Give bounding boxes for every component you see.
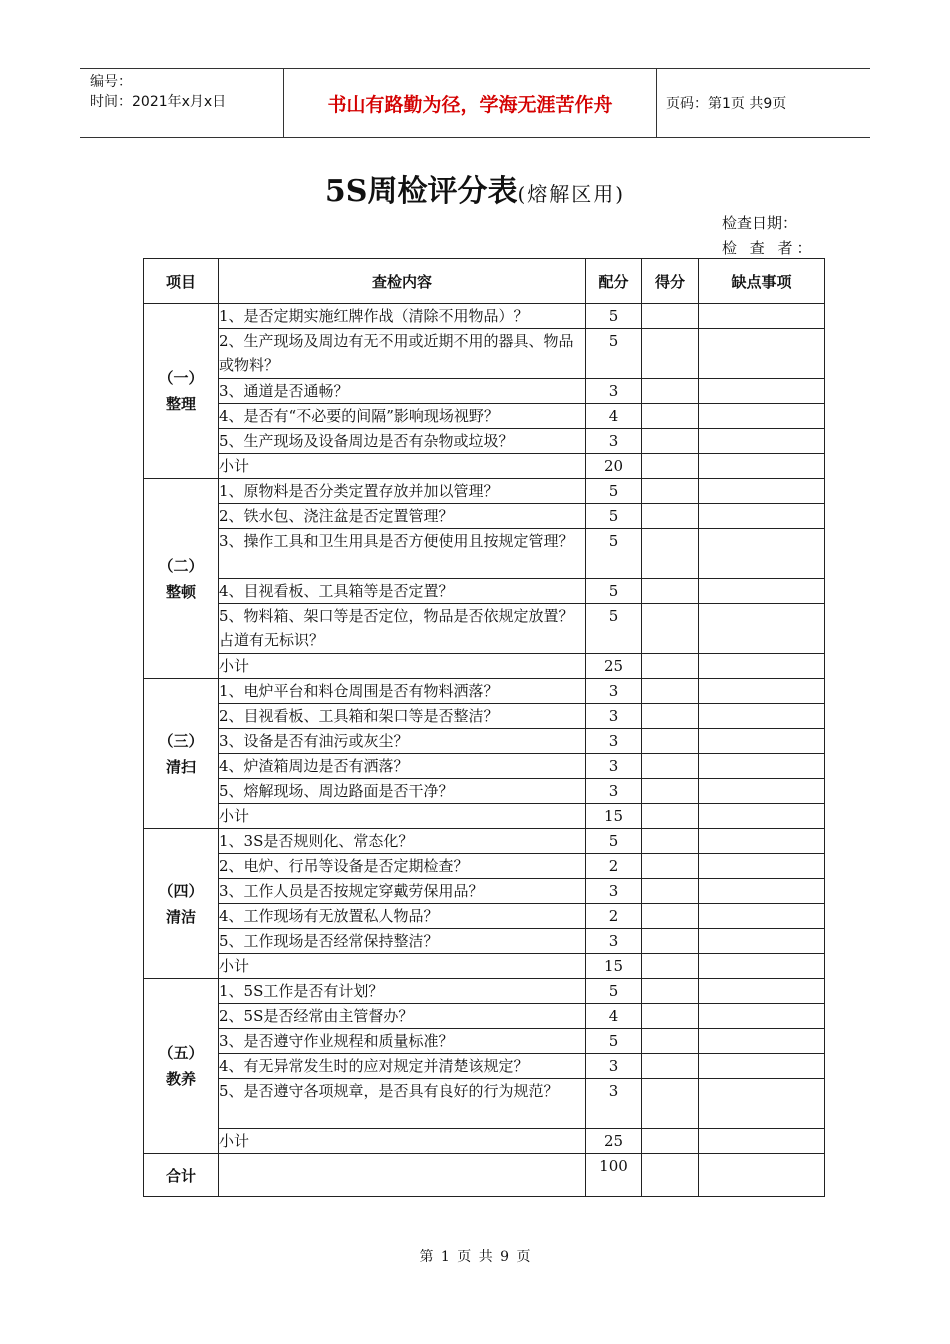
inspector-label: 检 查 者：	[722, 239, 816, 257]
defects-cell[interactable]	[699, 704, 825, 729]
table-row	[144, 979, 825, 1004]
section-label	[144, 679, 219, 829]
subtotal-defects-cell[interactable]	[699, 654, 825, 679]
section-label	[144, 479, 219, 679]
title-main: 5S周检评分表	[324, 174, 518, 209]
defects-cell[interactable]	[699, 679, 825, 704]
points-cell: 5	[586, 329, 642, 379]
table-row	[144, 304, 825, 329]
points-cell: 2	[586, 904, 642, 929]
table-row	[144, 604, 825, 654]
points-cell: 5	[586, 829, 642, 854]
defects-cell[interactable]	[699, 979, 825, 1004]
page-footer: 第 1 页 共 9 页	[419, 1249, 531, 1265]
defects-cell[interactable]	[699, 529, 825, 579]
number-label: 编号：	[90, 74, 132, 90]
subtotal-row	[144, 954, 825, 979]
col-header-points: 配分	[586, 259, 642, 304]
subtotal-label: 小计	[219, 954, 586, 979]
points-cell: 5	[586, 504, 642, 529]
score-cell[interactable]	[642, 529, 699, 579]
points-cell: 3	[586, 429, 642, 454]
points-cell: 4	[586, 1004, 642, 1029]
table-row	[144, 1079, 825, 1129]
check-item-text: 4、炉渣箱周边是否有洒落？	[219, 754, 586, 779]
defects-cell[interactable]	[699, 329, 825, 379]
defects-cell[interactable]	[699, 879, 825, 904]
table-row	[144, 779, 825, 804]
col-header-defects: 缺点事项	[699, 259, 825, 304]
check-item-text: 2、铁水包、浇注盆是否定置管理？	[219, 504, 586, 529]
table-row	[144, 879, 825, 904]
score-cell[interactable]	[642, 904, 699, 929]
score-cell[interactable]	[642, 404, 699, 429]
table-row	[144, 1004, 825, 1029]
page-title	[0, 166, 950, 210]
subtotal-defects-cell[interactable]	[699, 1129, 825, 1154]
section-label	[144, 979, 219, 1154]
subtotal-score-cell[interactable]	[642, 654, 699, 679]
check-item-text: 5、工作现场是否经常保持整洁？	[219, 929, 586, 954]
subtotal-score-cell[interactable]	[642, 804, 699, 829]
check-item-text: 4、是否有“不必要的间隔”影响现场视野？	[219, 404, 586, 429]
document-header	[80, 68, 870, 138]
score-cell[interactable]	[642, 604, 699, 654]
points-cell: 3	[586, 779, 642, 804]
table-row	[144, 829, 825, 854]
subtotal-defects-cell[interactable]	[699, 954, 825, 979]
section-number: （三）	[158, 731, 204, 750]
points-cell: 3	[586, 704, 642, 729]
score-cell[interactable]	[642, 329, 699, 379]
points-cell: 3	[586, 1079, 642, 1129]
check-item-text: 1、原物料是否分类定置存放并加以管理？	[219, 479, 586, 504]
table-row	[144, 904, 825, 929]
section-number: （五）	[158, 1044, 204, 1062]
points-cell: 5	[586, 529, 642, 579]
score-cell[interactable]	[642, 754, 699, 779]
score-cell[interactable]	[642, 479, 699, 504]
total-label: 合计	[144, 1154, 219, 1197]
col-header-content: 查检内容	[219, 259, 586, 304]
check-item-text: 5、是否遵守各项规章，是否具有良好的行为规范？	[219, 1079, 586, 1129]
title-sub: (熔解区用)	[517, 182, 626, 206]
check-item-text: 4、工作现场有无放置私人物品？	[219, 904, 586, 929]
time-label: 时间：2021年x月x日	[90, 94, 227, 110]
check-item-text: 3、通道是否通畅？	[219, 379, 586, 404]
points-cell: 3	[586, 929, 642, 954]
section-name: 清洁	[165, 907, 196, 926]
points-cell: 3	[586, 879, 642, 904]
score-cell[interactable]	[642, 829, 699, 854]
score-cell[interactable]	[642, 1004, 699, 1029]
points-cell: 5	[586, 304, 642, 329]
table-row	[144, 929, 825, 954]
table-row	[144, 579, 825, 604]
total-row	[144, 1154, 825, 1197]
check-item-text: 3、工作人员是否按规定穿戴劳保用品？	[219, 879, 586, 904]
section-label	[144, 829, 219, 979]
page-indicator: 页码：第1页 共9页	[666, 96, 787, 112]
score-cell[interactable]	[642, 379, 699, 404]
subtotal-row	[144, 454, 825, 479]
table-row	[144, 379, 825, 404]
table-row	[144, 529, 825, 579]
check-item-text: 2、电炉、行吊等设备是否定期检查？	[219, 854, 586, 879]
col-header-item: 项目	[144, 259, 219, 304]
table-body	[144, 304, 825, 1197]
subtotal-label: 小计	[219, 1129, 586, 1154]
table-row	[144, 704, 825, 729]
check-item-text: 5、熔解现场、周边路面是否干净？	[219, 779, 586, 804]
score-cell[interactable]	[642, 929, 699, 954]
points-cell: 5	[586, 479, 642, 504]
defects-cell[interactable]	[699, 579, 825, 604]
section-number: （一）	[158, 369, 204, 387]
section-label	[144, 304, 219, 479]
subtotal-points: 25	[586, 654, 642, 679]
header-info	[80, 69, 283, 137]
inspection-date-label: 检查日期：	[722, 214, 798, 232]
defects-cell[interactable]	[699, 729, 825, 754]
table-row	[144, 679, 825, 704]
check-item-text: 5、物料箱、架口等是否定位，物品是否依规定放置？占道有无标识？	[219, 604, 586, 654]
subtotal-score-cell[interactable]	[642, 454, 699, 479]
total-points: 100	[586, 1154, 642, 1197]
score-cell[interactable]	[642, 729, 699, 754]
subtotal-points: 20	[586, 454, 642, 479]
score-cell[interactable]	[642, 579, 699, 604]
check-item-text: 2、5S是否经常由主管督办？	[219, 1004, 586, 1029]
defects-cell[interactable]	[699, 604, 825, 654]
defects-cell[interactable]	[699, 779, 825, 804]
check-item-text: 3、是否遵守作业规程和质量标准？	[219, 1029, 586, 1054]
check-item-text: 2、目视看板、工具箱和架口等是否整洁？	[219, 704, 586, 729]
points-cell: 3	[586, 729, 642, 754]
table-row	[144, 404, 825, 429]
table-row	[144, 729, 825, 754]
motto: 书山有路勤为径，学海无涯苦作舟	[283, 69, 657, 137]
section-name: 教养	[165, 1070, 196, 1088]
subtotal-label: 小计	[219, 654, 586, 679]
defects-cell[interactable]	[699, 1029, 825, 1054]
defects-cell[interactable]	[699, 404, 825, 429]
subtotal-label: 小计	[219, 804, 586, 829]
subtotal-row	[144, 654, 825, 679]
points-cell: 2	[586, 854, 642, 879]
subtotal-points: 15	[586, 804, 642, 829]
score-cell[interactable]	[642, 879, 699, 904]
subtotal-label: 小计	[219, 454, 586, 479]
score-cell[interactable]	[642, 304, 699, 329]
score-cell[interactable]	[642, 1054, 699, 1079]
defects-cell[interactable]	[699, 904, 825, 929]
section-name: 清扫	[165, 757, 196, 776]
score-cell[interactable]	[642, 429, 699, 454]
score-cell[interactable]	[642, 779, 699, 804]
defects-cell[interactable]	[699, 929, 825, 954]
score-cell[interactable]	[642, 854, 699, 879]
check-item-text: 1、电炉平台和料仓周围是否有物料洒落？	[219, 679, 586, 704]
table-row	[144, 429, 825, 454]
subtotal-score-cell[interactable]	[642, 1129, 699, 1154]
subtotal-score-cell[interactable]	[642, 954, 699, 979]
defects-cell[interactable]	[699, 829, 825, 854]
section-name: 整理	[165, 395, 196, 413]
table-row	[144, 504, 825, 529]
points-cell: 5	[586, 1029, 642, 1054]
defects-cell[interactable]	[699, 304, 825, 329]
defects-cell[interactable]	[699, 504, 825, 529]
table-row	[144, 754, 825, 779]
score-cell[interactable]	[642, 1079, 699, 1129]
subtotal-points: 25	[586, 1129, 642, 1154]
points-cell: 3	[586, 1054, 642, 1079]
defects-cell[interactable]	[699, 1004, 825, 1029]
points-cell: 4	[586, 404, 642, 429]
defects-cell[interactable]	[699, 429, 825, 454]
subtotal-row	[144, 804, 825, 829]
section-number: （二）	[158, 556, 204, 575]
score-cell[interactable]	[642, 1029, 699, 1054]
total-score-cell[interactable]	[642, 1154, 699, 1197]
subtotal-defects-cell[interactable]	[699, 454, 825, 479]
table-row	[144, 1029, 825, 1054]
points-cell: 5	[586, 579, 642, 604]
check-item-text: 4、目视看板、工具箱等是否定置？	[219, 579, 586, 604]
table-row	[144, 479, 825, 504]
check-item-text: 1、是否定期实施红牌作战（清除不用物品）？	[219, 304, 586, 329]
check-item-text: 3、操作工具和卫生用具是否方便使用且按规定管理？	[219, 529, 586, 579]
check-item-text: 4、有无异常发生时的应对规定并清楚该规定？	[219, 1054, 586, 1079]
table-row	[144, 1054, 825, 1079]
points-cell: 3	[586, 754, 642, 779]
table-row	[144, 854, 825, 879]
check-item-text: 5、生产现场及设备周边是否有杂物或垃圾？	[219, 429, 586, 454]
table-row	[144, 329, 825, 379]
defects-cell[interactable]	[699, 754, 825, 779]
total-content-cell	[219, 1154, 586, 1197]
subtotal-row	[144, 1129, 825, 1154]
check-item-text: 1、3S是否规则化、常态化？	[219, 829, 586, 854]
score-cell[interactable]	[642, 504, 699, 529]
check-item-text: 3、设备是否有油污或灰尘？	[219, 729, 586, 754]
subtotal-points: 15	[586, 954, 642, 979]
score-cell[interactable]	[642, 704, 699, 729]
points-cell: 5	[586, 604, 642, 654]
points-cell: 3	[586, 679, 642, 704]
defects-cell[interactable]	[699, 479, 825, 504]
subtotal-defects-cell[interactable]	[699, 804, 825, 829]
score-cell[interactable]	[642, 679, 699, 704]
defects-cell[interactable]	[699, 379, 825, 404]
section-name: 整顿	[165, 582, 196, 601]
points-cell: 3	[586, 379, 642, 404]
score-cell[interactable]	[642, 979, 699, 1004]
score-table	[143, 258, 825, 1197]
section-number: （四）	[158, 881, 204, 900]
col-header-score: 得分	[642, 259, 699, 304]
defects-cell[interactable]	[699, 1079, 825, 1129]
check-item-text: 2、生产现场及周边有无不用或近期不用的器具、物品或物料？	[219, 329, 586, 379]
defects-cell[interactable]	[699, 854, 825, 879]
check-item-text: 1、5S工作是否有计划？	[219, 979, 586, 1004]
defects-cell[interactable]	[699, 1054, 825, 1079]
points-cell: 5	[586, 979, 642, 1004]
total-defects-cell[interactable]	[699, 1154, 825, 1197]
